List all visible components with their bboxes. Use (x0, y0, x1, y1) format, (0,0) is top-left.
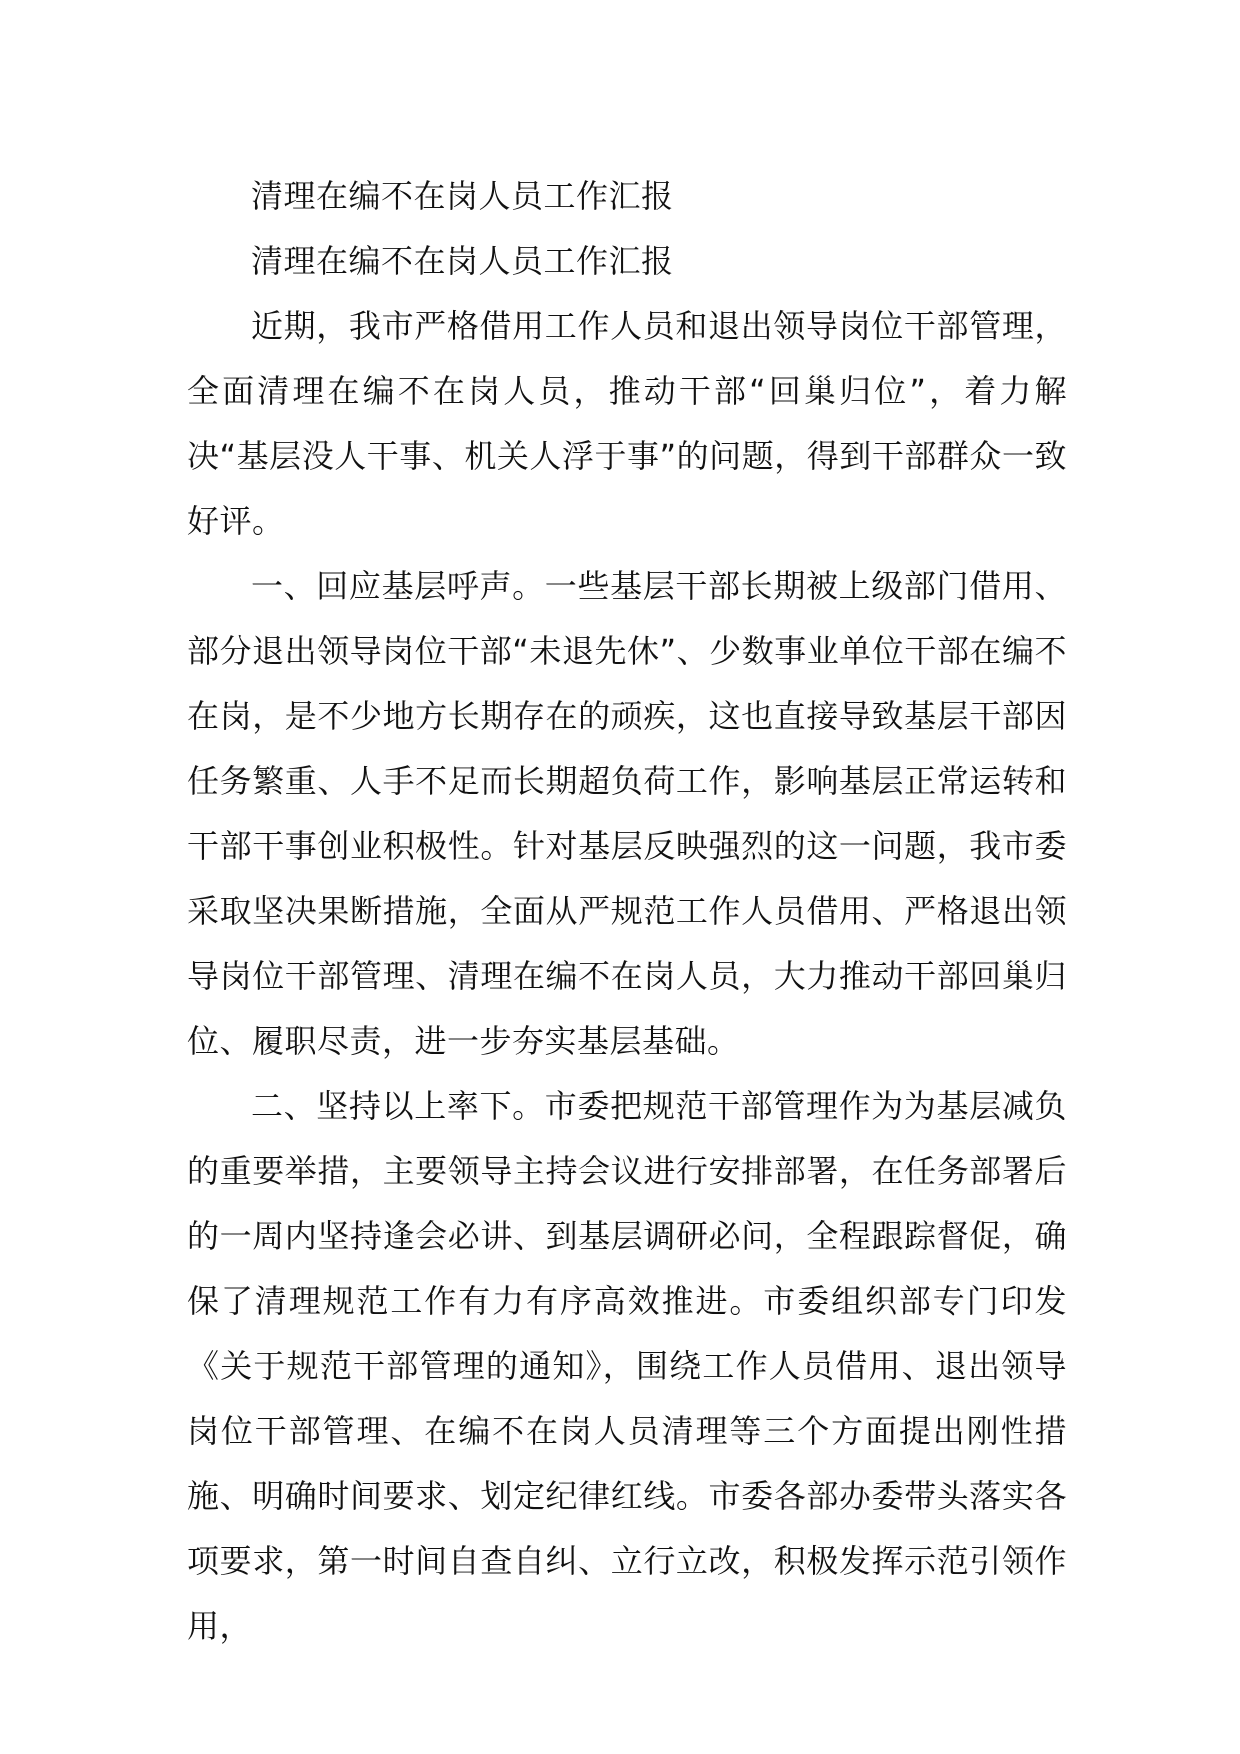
paragraph-intro: 近期，我市严格借用工作人员和退出领导岗位干部管理，全面清理在编不在岗人员，推动干部“回巢归位”，着力解决“基层没人干事、机关人浮于事”的问题，得到干部群众一致好评。 (187, 307, 1067, 540)
document-title: 清理在编不在岗人员工作汇报 (251, 177, 674, 215)
paragraph-section-1: 一、回应基层呼声。一些基层干部长期被上级部门借用、部分退出领导岗位干部“未退先休”、少数事业单位干部在编不在岗，是不少地方长期存在的顽疾，这也直接导致基层干部因任务繁重、人手不足而长期超负荷工作，影响基层正常运转和干部干事创业积极性。针对基层反映强烈的这一问题，我市委采取坚决果断措施，全面从严规范工作人员借用、严格退出领导岗位干部管理、清理在编不在岗人员，大力推动干部回巢归位、履职尽责，进一步夯实基层基础。 (187, 567, 1067, 1060)
document-title-repeat: 清理在编不在岗人员工作汇报 (251, 242, 674, 280)
document-body (187, 164, 1067, 1659)
paragraph-section-2: 二、坚持以上率下。市委把规范干部管理作为为基层减负的重要举措，主要领导主持会议进行安排部署，在任务部署后的一周内坚持逢会必讲、到基层调研必问，全程跟踪督促，确保了清理规范工作有力有序高效推进。市委组织部专门印发《关于规范干部管理的通知》，围绕工作人员借用、退出领导岗位干部管理、在编不在岗人员清理等三个方面提出刚性措施、明确时间要求、划定纪律红线。市委各部办委带头落实各项要求，第一时间自查自纠、立行立改，积极发挥示范引领作用， (187, 1087, 1067, 1645)
